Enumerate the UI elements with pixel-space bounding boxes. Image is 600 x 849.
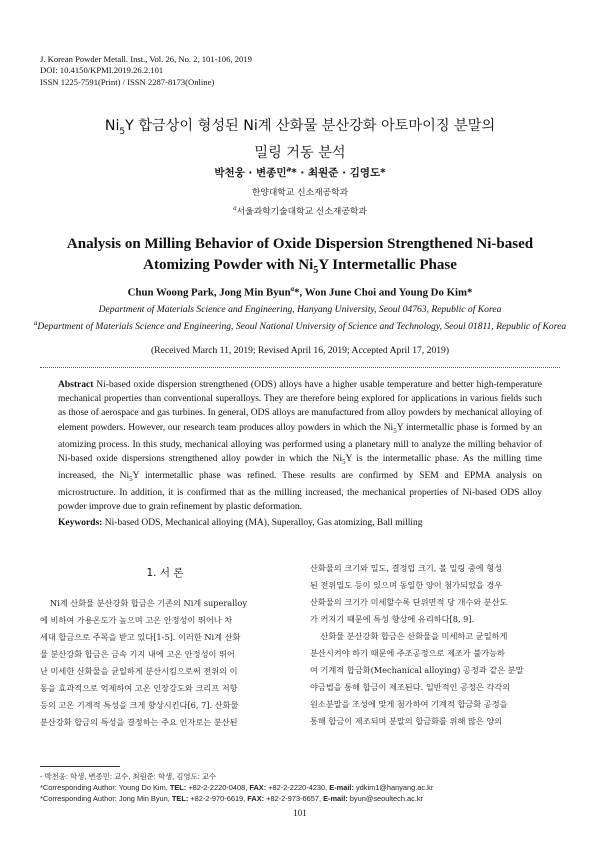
en-affiliation-1: Department of Materials Science and Engineering, Hanyang University, Seoul 04763, Republic of Korea (98, 304, 502, 315)
en-title-line1: Analysis on Milling Behavior of Oxide Dispersion Strengthened Ni-based (66, 236, 534, 252)
abstract-subscript: 5 (129, 474, 133, 483)
page-number: 101 (293, 808, 307, 818)
english-affiliations (30, 303, 570, 334)
korean-affiliations (0, 185, 600, 220)
body-line: 동을 효과적으로 억제하여 고온 인장강도와 크리프 저항 (40, 683, 238, 694)
abstract-text: Y intermetallic phase is formed by an atomizing process. In this study, mechanical alloying was performed using a planetary mill to analyze the milling behavior of Ni-based oxide dispersions strengthened alloy powder in which the Ni (58, 422, 542, 464)
body-line: 분산강화 합금의 특성을 결정하는 주요 인자로는 분산된 (40, 717, 238, 728)
body-line: 야금법을 통해 합금이 제조된다. 일반적인 공정은 각각의 (310, 682, 511, 693)
footnote-corresponding-1 (40, 782, 433, 793)
body-line: 세대 합금으로 주목을 받고 있다[1-5]. 이러한 Ni계 산화 (40, 632, 241, 643)
body-line: 통해 합금이 제조되며 분말의 합금화를 위해 많은 양의 (310, 716, 503, 727)
en-title-subscript: 5 (313, 265, 319, 276)
footnote-email: byun@seoultech.ac.kr (347, 794, 424, 803)
abstract (58, 378, 542, 515)
footnotes (40, 771, 433, 804)
abstract-subscript: 5 (342, 457, 346, 466)
section-heading-introduction: 1. 서 론 (146, 567, 184, 579)
footnote-label: E-mail: (323, 794, 348, 803)
en-title-part: Atomizing Powder with Ni (143, 257, 314, 273)
ko-affiliation-2-text: 서울과학기술대학교 신소재공학과 (236, 206, 367, 217)
journal-citation: J. Korean Powder Metall. Inst., Vol. 26, No. 2, 101-106, 2019 (40, 54, 252, 64)
journal-issn: ISSN 1225-7591(Print) / ISSN 2287-8173(Online) (40, 76, 215, 87)
body-line: 산화물의 크기가 미세할수록 단위면적 당 개수와 분산도 (310, 597, 508, 608)
en-author-sup: a (290, 285, 295, 293)
body-line: 산화물의 크기와 밀도, 결정립 크기, 볼 밀링 중에 형성 (310, 563, 503, 573)
korean-authors (0, 165, 600, 180)
abstract-subscript: 5 (393, 426, 397, 435)
left-column (40, 595, 290, 731)
footnote-text: +82-2-970-6619, (188, 794, 248, 803)
en-affiliation-sup: a (33, 318, 38, 327)
footnote-label: E-mail: (329, 783, 354, 792)
ko-affiliation-1: 한양대학교 신소재공학과 (251, 188, 349, 198)
body-line: 에 비하여 가용온도가 높으며 고온 안정성이 뛰어나 차 (40, 615, 233, 626)
en-affiliation-2-text: Department of Materials Science and Engineering, Seoul National University of Science and Technology, Seoul 01811, Republic of Korea (37, 320, 567, 332)
footnote-author-roles: - 박천웅: 학생, 변종민: 교수, 최원준: 학생, 김영도: 교수 (40, 772, 217, 781)
keywords (58, 518, 542, 528)
ko-author-sup: a (286, 165, 292, 174)
abstract-label: Abstract (58, 380, 94, 390)
journal-info (40, 54, 252, 88)
en-affiliation-2 (30, 317, 570, 334)
footnote-text: +82-2-2220-0408, (186, 783, 250, 792)
english-title (0, 234, 600, 281)
footnote-text: +82-2-2220-4230, (266, 783, 330, 792)
received-dates: (Received March 11, 2019; Revised April 16, 2019; Accepted April 17, 2019) (150, 345, 450, 356)
ko-title-subscript: 5 (119, 126, 126, 137)
en-author-names-rest: *, Won June Choi and Young Do Kim* (294, 286, 473, 299)
footnote-email: ydkim1@hanyang.ac.kr (353, 783, 434, 792)
body-line: 가 커지기 때문에 특성 향상에 유리하다[8, 9]. (310, 614, 475, 625)
abstract-text: Ni-based oxide dispersion strengthened (ODS) alloys have a higher usable temperature and better high-temperature mechanical properties than conventional superalloys. They are therefore being explored for applications in various fields such as those of aerospace and gas turbines. In general, ODS alloys are manufactured from alloy powders by mechanical alloying of element powders. However, our research team produces alloy powders in which the Ni (58, 380, 542, 433)
keywords-label: Keywords: (58, 518, 103, 528)
body-line: Ni계 산화물 분산강화 합금은 기존의 Ni계 superalloy (50, 598, 247, 608)
footnote-corresponding-2 (40, 793, 433, 804)
body-line: 된 전위밀도 등이 있으며 동일한 양이 첨가되었을 경우 (310, 580, 503, 591)
ko-author-names: 박천웅 · 변종민 (214, 167, 287, 179)
body-line: 여 기계적 합금화(Mechanical alloying) 공정과 같은 분말 (310, 665, 524, 676)
footnote-label: TEL: (169, 783, 187, 792)
body-line: 난 미세한 산화물을 균일하게 분산시킴으로써 전위의 이 (40, 666, 238, 677)
body-line: 원소분말을 조성에 맞게 첨가하여 기계적 합금화 공정을 (310, 699, 508, 710)
footnote-text: *Corresponding Author: Jong Min Byun, (40, 794, 172, 803)
footnote-label: TEL: (171, 794, 189, 803)
body-line: 등의 고온 기계적 특성을 크게 향상시킨다[6, 7]. 산화물 (40, 700, 239, 711)
dotted-divider (40, 367, 560, 368)
body-line: 산화물 분산강화 합금은 산화물을 미세하고 균일하게 (310, 631, 508, 642)
en-author-names: Chun Woong Park, Jong Min Byun (127, 286, 291, 299)
right-column (310, 560, 560, 730)
keywords-text: Ni-based ODS, Mechanical alloying (MA), Superalloy, Gas atomizing, Ball milling (102, 518, 423, 528)
footnote-divider (40, 766, 120, 767)
journal-doi: DOI: 10.4150/KPMI.2019.26.2.101 (40, 65, 164, 76)
ko-title-part: Ni (104, 118, 120, 134)
ko-affiliation-sup: a (233, 205, 237, 212)
body-line: 분산시켜야 하기 때문에 주조공정으로 제조가 불가능하 (310, 648, 505, 659)
ko-affiliation-2 (0, 201, 600, 220)
abstract-text: Y is the intermetallic phase. As the milling time increased, the Ni (58, 453, 543, 481)
ko-title-line2: 밀링 거동 분석 (254, 144, 346, 161)
footnote-text: +82-2-973-6657, (264, 794, 324, 803)
en-title-part: Y Intermetallic Phase (318, 257, 457, 273)
english-authors (0, 285, 600, 299)
footnote-text: *Corresponding Author: Young Do Kim, (40, 783, 170, 792)
abstract-text: Y intermetallic phase was refined. These results are confirmed by SEM and EPMA analysis on microstructure. In addition, it is confirmed that as the milling increased, the mechanical properties of Ni-based ODS alloy powder improve due to grain refinement by plastic deformation. (58, 471, 542, 513)
footnote-label: FAX: (247, 794, 265, 803)
ko-title-part: Y 합금상이 형성된 Ni계 산화물 분산강화 아토마이징 분말의 (125, 118, 496, 134)
body-line: 물 분산강화 합금은 금속 기지 내에 고온 안정성이 뛰어 (40, 649, 235, 660)
ko-author-names-rest: * · 최원준 · 김영도* (291, 167, 386, 179)
footnote-label: FAX: (249, 783, 267, 792)
korean-title (0, 116, 600, 164)
